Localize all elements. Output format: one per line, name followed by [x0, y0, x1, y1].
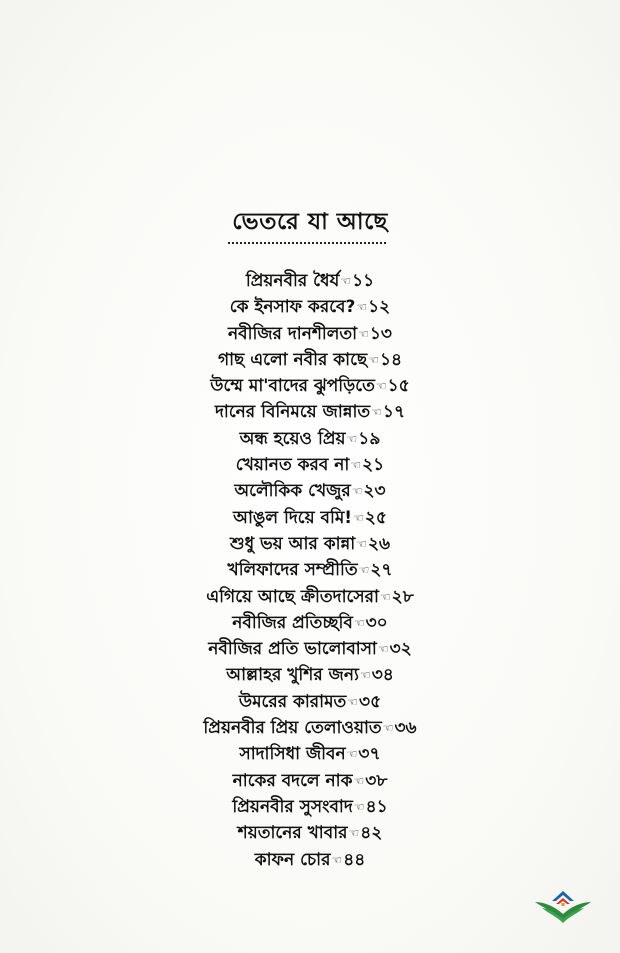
toc-entry — [0, 531, 620, 557]
pointing-hand-icon: ☜ — [346, 747, 358, 762]
toc-entry — [0, 557, 620, 583]
toc-entry — [0, 584, 620, 610]
toc-entry — [0, 505, 620, 531]
toc-entry — [0, 768, 620, 794]
toc-entry — [0, 689, 620, 715]
pointing-hand-icon: ☜ — [356, 536, 367, 551]
toc-entry-title: এগিয়ে আছে ক্রীতদাসেরা — [206, 586, 379, 607]
toc-entry-title: খেয়ানত করব না — [235, 455, 350, 476]
toc-entry-page-number: ২১ — [362, 455, 385, 476]
pointing-hand-icon: ☜ — [348, 826, 360, 841]
toc-entry-page-number: ১৩ — [369, 323, 392, 344]
toc-entry-title: অন্ধ হয়েও প্রিয় — [239, 428, 346, 449]
pointing-hand-icon: ☜ — [346, 431, 358, 446]
toc-entry-page-number: ১৭ — [382, 402, 406, 423]
toc-entry-title: নবীজির দানশীলতা — [228, 323, 358, 344]
pointing-hand-icon: ☜ — [375, 379, 387, 394]
toc-entry-title: নবীজির প্রতি ভালোবাসা — [208, 639, 377, 660]
toc-entry — [0, 636, 620, 662]
publisher-logo-icon — [532, 884, 594, 926]
toc-entry-page-number: ১৯ — [358, 428, 381, 449]
pointing-hand-icon: ☜ — [350, 458, 362, 473]
toc-entry — [0, 294, 620, 320]
dotted-divider — [228, 242, 386, 244]
toc-entry — [0, 478, 620, 504]
toc-entry-page-number: ২৬ — [367, 533, 391, 554]
toc-entry — [0, 715, 620, 741]
toc-entry-page-number: ৩৬ — [394, 718, 417, 739]
toc-entry-page-number: ১২ — [368, 297, 391, 318]
toc-entry-page-number: ৩৫ — [359, 691, 382, 712]
toc-entry — [0, 399, 620, 425]
pointing-hand-icon: ☜ — [353, 510, 364, 525]
toc-entry-title: শুধু ভয় আর কান্না — [229, 533, 356, 554]
toc-entry-title: উমরের কারামত — [238, 691, 347, 712]
toc-entry-page-number: ৪৪ — [343, 849, 366, 870]
pointing-hand-icon: ☜ — [340, 274, 352, 288]
toc-entry — [0, 347, 620, 373]
toc-entry-title: সাদাসিধা জীবন — [239, 744, 346, 765]
toc-entry-title: আঙুল দিয়ে বমি! — [233, 507, 353, 528]
toc-entry-title: প্রিয়নবীর ধৈর্য — [245, 271, 340, 291]
toc-entry-page-number: ১৪ — [379, 349, 403, 370]
toc-entry-page-number: ২৮ — [391, 586, 414, 607]
page-title: ভেতরে যা আছে — [232, 209, 388, 235]
toc-entry-page-number: ৪২ — [360, 823, 383, 844]
toc-entry — [0, 662, 620, 688]
toc-entry-title: শয়তানের খাবার — [237, 823, 348, 844]
pointing-hand-icon: ☜ — [353, 615, 365, 630]
pointing-hand-icon: ☜ — [358, 563, 370, 578]
toc-entry-page-number: ১৫ — [387, 376, 410, 397]
toc-entry-title: আল্লাহর খুশির জন্য — [226, 665, 359, 686]
toc-entry — [0, 321, 620, 347]
toc-entry-page-number: ১১ — [352, 271, 375, 291]
toc-entry — [0, 794, 620, 820]
pointing-hand-icon: ☜ — [356, 300, 368, 315]
toc-entry-page-number: ২৭ — [370, 560, 393, 581]
toc-entry — [0, 268, 620, 294]
toc-entry-title: কাফন চোর — [254, 849, 331, 870]
table-of-contents — [0, 268, 620, 873]
pointing-hand-icon: ☜ — [359, 668, 371, 683]
toc-entry-title: গাছ এলো নবীর কাছে — [217, 349, 368, 370]
toc-entry-page-number: ৩০ — [365, 612, 388, 633]
pointing-hand-icon: ☜ — [377, 642, 389, 657]
toc-entry-title: দানের বিনিময়ে জান্নাত — [214, 402, 371, 423]
pointing-hand-icon: ☜ — [382, 721, 394, 736]
toc-entry — [0, 610, 620, 636]
toc-entry — [0, 820, 620, 846]
toc-entry-title: কে ইনসাফ করবে? — [229, 297, 356, 318]
pointing-hand-icon: ☜ — [353, 799, 365, 814]
toc-entry-page-number: ৩৭ — [358, 744, 381, 765]
toc-entry-title: অলৌকিক খেজুর — [234, 481, 351, 502]
toc-entry-page-number: ৩২ — [389, 639, 412, 660]
pointing-hand-icon: ☜ — [379, 589, 391, 604]
pointing-hand-icon: ☜ — [353, 773, 365, 788]
toc-entry — [0, 741, 620, 767]
pointing-hand-icon: ☜ — [347, 694, 359, 709]
toc-entry-page-number: ৪১ — [365, 796, 388, 817]
toc-entry — [0, 373, 620, 399]
toc-entry-page-number: ২৩ — [363, 481, 386, 502]
toc-entry-title: প্রিয়নবীর সুসংবাদ — [232, 796, 353, 817]
toc-entry — [0, 452, 620, 478]
toc-entry-page-number: ২৫ — [364, 507, 387, 528]
toc-entry-title: খলিফাদের সম্প্রীতি — [227, 560, 358, 581]
toc-entry-title: নাকের বদলে নাক — [232, 770, 353, 791]
toc-entry-title: নবীজির প্রতিচ্ছবি — [232, 612, 353, 633]
toc-entry — [0, 847, 620, 873]
toc-entry — [0, 426, 620, 452]
toc-entry-page-number: ৩৪ — [371, 665, 394, 686]
pointing-hand-icon: ☜ — [351, 484, 363, 499]
toc-entry-title: প্রিয়নবীর প্রিয় তেলাওয়াত — [203, 718, 382, 739]
pointing-hand-icon: ☜ — [371, 405, 382, 420]
toc-entry-title: উম্মে মা'বাদের ঝুপড়িতে — [210, 376, 375, 397]
pointing-hand-icon: ☜ — [368, 352, 379, 367]
toc-entry-page-number: ৩৮ — [365, 770, 388, 791]
pointing-hand-icon: ☜ — [331, 852, 343, 867]
pointing-hand-icon: ☜ — [358, 326, 369, 341]
